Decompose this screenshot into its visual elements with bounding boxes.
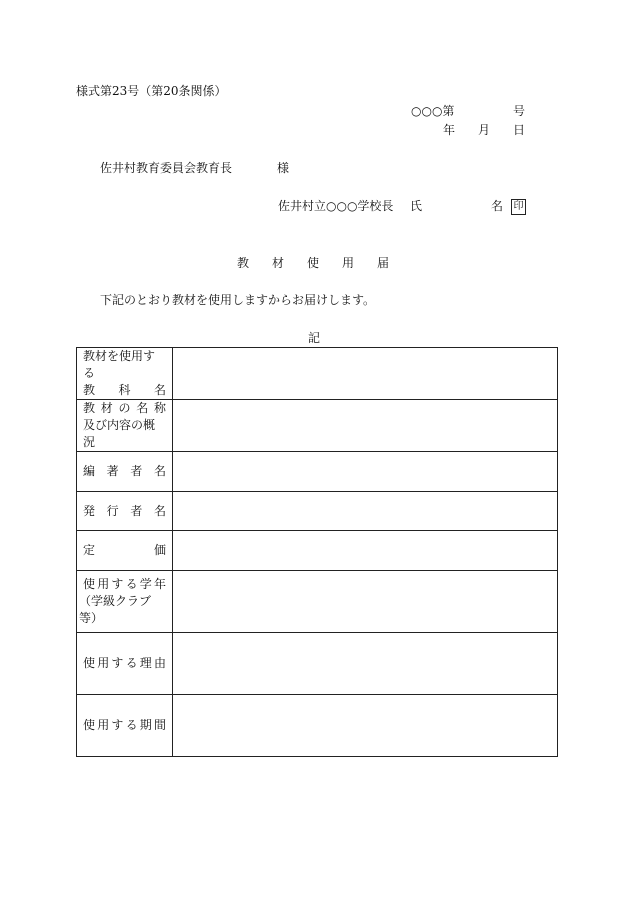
addressee-name: 佐井村教育委員会教育長 — [100, 161, 233, 175]
addressee — [100, 161, 232, 175]
label-char: の — [118, 401, 131, 415]
row-label-price — [77, 531, 173, 571]
label-line — [83, 542, 166, 559]
label-char: 由 — [153, 656, 166, 670]
field-period[interactable] — [173, 695, 558, 757]
label-char: 名 — [153, 503, 166, 518]
label-char: 使 — [83, 577, 96, 591]
addressee-honorific: 様 — [277, 161, 290, 175]
label-char: 教 — [237, 256, 250, 270]
date-year: 年 — [443, 123, 456, 137]
date-day: 日 — [512, 123, 525, 137]
label-char: 者 — [130, 464, 143, 478]
seal-mark — [511, 198, 526, 215]
date-line — [443, 123, 525, 137]
form-number: 様式第23号（第20条関係） — [76, 84, 227, 98]
label-char: 年 — [153, 577, 166, 591]
label-char: 編 — [83, 464, 96, 478]
table-row — [77, 571, 558, 633]
row-label-reason — [77, 633, 173, 695]
field-subject[interactable] — [173, 348, 558, 400]
table-row — [77, 348, 558, 400]
field-reason[interactable] — [173, 633, 558, 695]
date-month: 月 — [477, 123, 490, 137]
label-char: 使 — [83, 656, 96, 670]
row-label-period — [77, 695, 173, 757]
row-label-grade — [77, 571, 173, 633]
label-char: 用 — [97, 718, 110, 732]
label-char: 教 — [83, 401, 96, 415]
label-char: 材 — [271, 256, 284, 270]
label-char: 用 — [97, 577, 110, 591]
label-char: 使 — [83, 718, 96, 732]
label-line — [83, 463, 166, 480]
label-line — [83, 382, 166, 399]
form-table — [76, 347, 558, 757]
row-label-subject — [77, 348, 173, 400]
label-char: 学 — [139, 577, 152, 591]
label-char: 価 — [153, 543, 166, 557]
label-char: 行 — [106, 503, 119, 518]
row-label-author — [77, 452, 173, 492]
label-char: 発 — [83, 503, 96, 518]
field-material-name[interactable] — [173, 400, 558, 452]
field-price[interactable] — [173, 531, 558, 571]
label-char: 教 — [83, 383, 96, 397]
label-char: 届 — [376, 256, 389, 270]
label-char: 材 — [100, 401, 113, 415]
label-char: 名 — [153, 383, 166, 397]
field-publisher[interactable] — [173, 492, 558, 531]
label-char: 使 — [306, 256, 319, 270]
label-line: 及び内容の概況 — [83, 418, 156, 449]
label-line — [83, 576, 166, 593]
document-title — [237, 256, 389, 270]
label-char: 用 — [341, 256, 354, 270]
sender-name-label-mei: 名 — [491, 199, 504, 213]
sender-name-label-shi: 氏 — [410, 199, 423, 213]
table-row — [77, 452, 558, 492]
field-grade[interactable] — [173, 571, 558, 633]
label-char: 科 — [118, 383, 131, 397]
label-line — [83, 400, 166, 417]
sender-school: 佐井村立○○○学校長 — [278, 199, 394, 213]
label-line — [83, 717, 166, 734]
table-row — [77, 633, 558, 695]
label-char: す — [111, 577, 124, 591]
label-char: 称 — [153, 401, 166, 415]
table-row — [77, 695, 558, 757]
label-char: 期 — [139, 718, 152, 732]
seal-icon: 印 — [511, 199, 526, 215]
label-char: 著 — [106, 464, 119, 478]
label-char: 間 — [153, 718, 166, 732]
ki-heading: 記 — [308, 331, 321, 345]
document-number-prefix: ○○○第 — [411, 104, 455, 118]
label-char: る — [125, 656, 138, 670]
document-number — [411, 104, 525, 118]
label-char: 名 — [153, 464, 166, 478]
label-char: 定 — [83, 543, 96, 557]
label-line — [83, 503, 166, 520]
table-row — [77, 492, 558, 531]
row-label-material-name — [77, 400, 173, 452]
label-char: る — [125, 718, 138, 732]
field-author[interactable] — [173, 452, 558, 492]
label-char: す — [111, 718, 124, 732]
label-char: す — [111, 656, 124, 670]
label-line: 教材を使用する — [83, 349, 156, 380]
table-row — [77, 531, 558, 571]
label-line — [83, 655, 166, 672]
label-char: 用 — [97, 656, 110, 670]
label-line: （学級クラブ等） — [79, 594, 152, 625]
label-char: 者 — [130, 503, 143, 518]
label-char: る — [125, 577, 138, 591]
label-char: 理 — [139, 656, 152, 670]
label-char: 名 — [136, 401, 149, 415]
row-label-publisher — [77, 492, 173, 531]
document-number-suffix: 号 — [512, 104, 525, 118]
table-row — [77, 400, 558, 452]
intro-text: 下記のとおり教材を使用しますからお届けします。 — [100, 293, 376, 307]
